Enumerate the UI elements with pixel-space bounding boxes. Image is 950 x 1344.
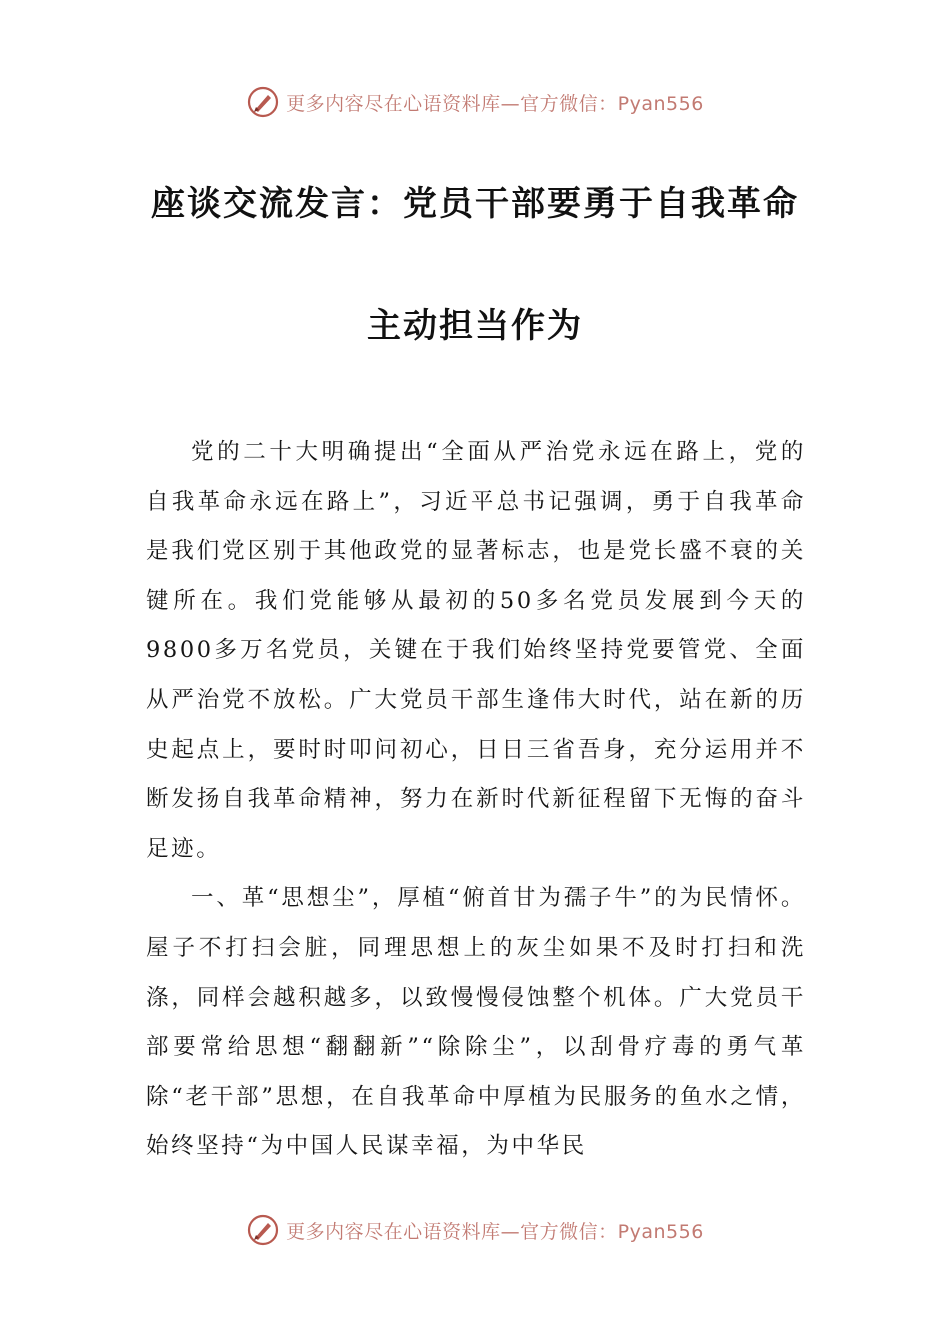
document-title-line-1: 座谈交流发言：党员干部要勇于自我革命: [151, 184, 799, 224]
paragraph: 党的二十大明确提出“全面从严治党永远在路上，党的自我革命永远在路上”，习近平总书记强调，勇于自我革命是我们党区别于其他政党的显著标志，也是党长盛不衰的关键所在。我们党能够从最初的50多名党员发展到今天的9800多万名党员，关键在于我们始终坚持党要管党、全面从严治党不放松。广大党员干部生逢伟大时代，站在新的历史起点上，要时时叩问初心，日日三省吾身，充分运用并不断发扬自我革命精神，努力在新时代新征程留下无悔的奋斗足迹。: [146, 439, 806, 862]
watermark-text: 更多内容尽在心语资料库—官方微信：Pyan556: [286, 1220, 704, 1243]
watermark-text: 更多内容尽在心语资料库—官方微信：Pyan556: [286, 92, 704, 115]
watermark-banner-top: [0, 82, 950, 122]
watermark-banner-bottom: [0, 1210, 950, 1250]
document-body: [146, 428, 806, 1172]
pen-logo-icon: [246, 85, 280, 119]
pen-logo-icon: [246, 1213, 280, 1247]
paragraph: 一、革“思想尘”，厚植“俯首甘为孺子牛”的为民情怀。屋子不打扫会脏，同理思想上的灰尘如果不及时打扫和洗涤，同样会越积越多，以致慢慢侵蚀整个机体。广大党员干部要常给思想“翻翻新”“除除尘”，以刮骨疗毒的勇气革除“老干部”思想，在自我革命中厚植为民服务的鱼水之情，始终坚持“为中国人民谋幸福，为中华民: [146, 885, 806, 1160]
document-title-line-2: 主动担当作为: [367, 306, 583, 346]
